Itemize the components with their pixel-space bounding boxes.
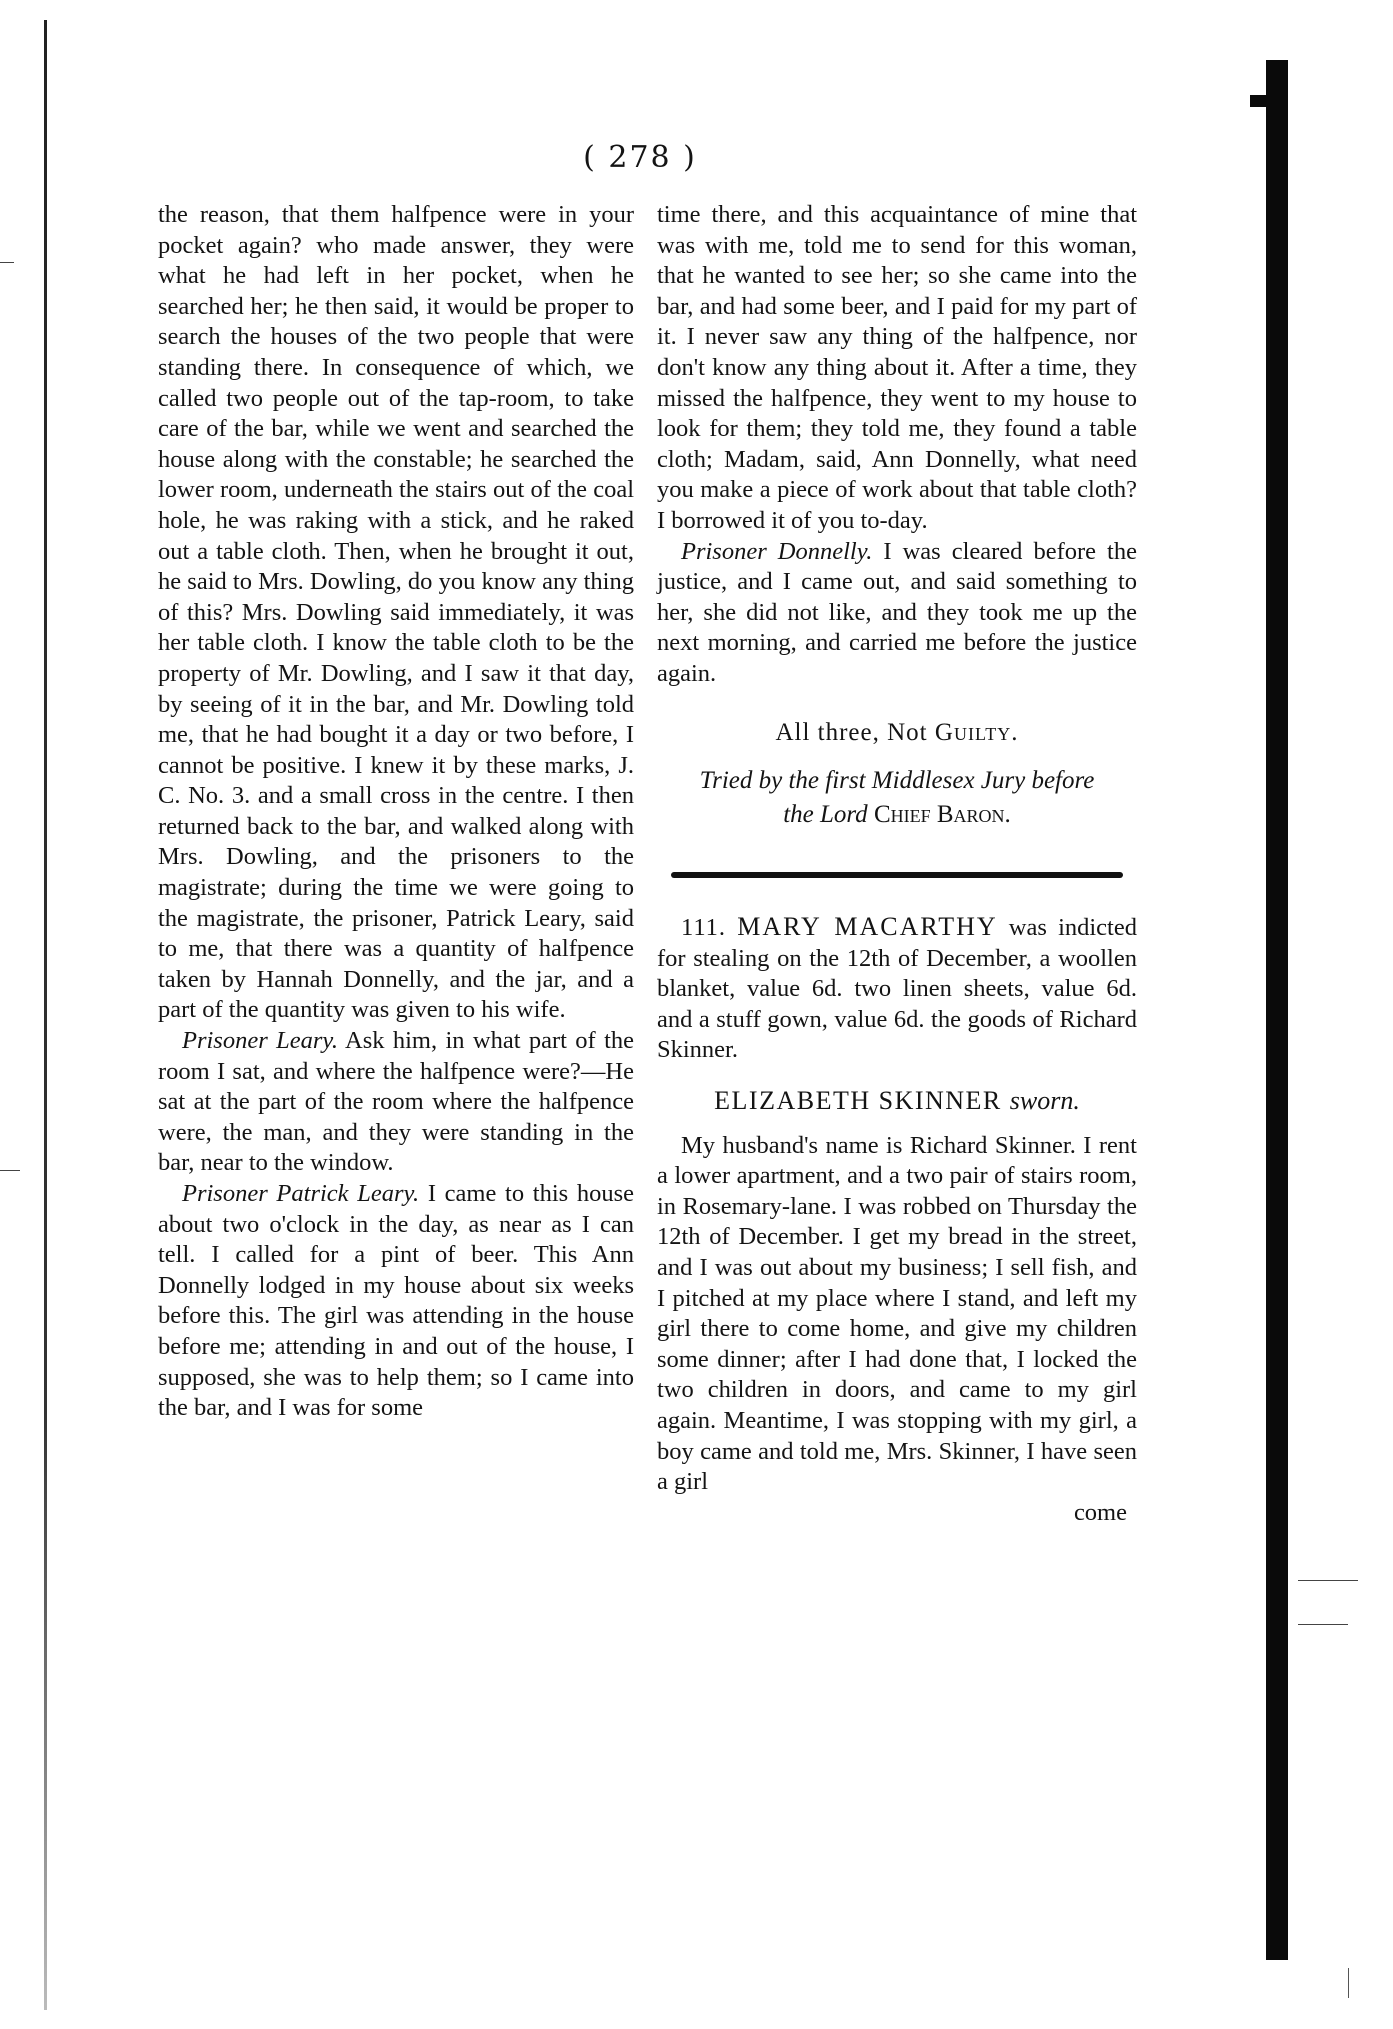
paragraph: the reason, that them halfpence were in your pocket again? who made answer, they were what he had left in her pocket, when he searched her; he then said, it would be proper to search the houses of the two people that were standing there. In consequence of which, we called two people out of the tap-room, to take care of the bar, while we went and searched the house along with the constable; he searched the lower room, underneath the stairs out of the coal hole, he was raking with a stick, and he raked out a table cloth. Then, when he brought it out, he said to Mrs. Dowling, do you know any thing of this? Mrs. Dowling said immediately, it was her table cloth. I know the table cloth to be the property of Mr. Dowling, and I saw it that day, by seeing of it in the bar, and Mr. Dowling told me, that he had bought it a day or two before, I cannot be positive. I knew it by these marks, J. C. No. 3. and a small cross in the centre. I then returned back to the bar, and walked along with Mrs. Dowling, and the prisoners to the magistrate; during the time we were going to the magistrate, the prisoner, Patrick Leary, said to me, that there was a quantity of halfpence taken by Hannah Donnelly, and the jar, and a part of the quantity was given to his wife. — [158, 201, 634, 1024]
speaker-label: Prisoner Leary. — [182, 1027, 339, 1055]
scan-tick — [1298, 1624, 1348, 1625]
scan-tick — [0, 262, 14, 263]
jury-note: Tried by the first Middlesex Jury before the Lord Chief Baron. — [699, 767, 1095, 829]
scan-left-edge — [44, 20, 47, 2010]
right-column — [657, 200, 1137, 1528]
scan-right-edge — [1266, 60, 1288, 1960]
speaker-label: Prisoner Donnelly. — [681, 537, 873, 565]
scan-tick — [0, 1170, 20, 1171]
paragraph: My husband's name is Richard Skinner. I rent a lower apartment, and a two pair of stairs room, in Rosemary-lane. I was robbed on Thursday the 12th of December. I get my bread in the street, and I was out about my business; I sell fish, and I pitched at my place where I stand, and left my girl there to come home, and give my children some dinner; after I had done that, I locked the two children in doors, and came to my girl again. Meantime, I was stopping with my girl, a boy came and told me, Mrs. Skinner, I have seen a girl — [657, 1131, 1137, 1496]
scan-tick — [1348, 1968, 1349, 1998]
page-number: ( 278 ) — [583, 140, 697, 175]
defendant-name: MARY MACARTHY — [737, 912, 998, 942]
paragraph: Prisoner Leary. Ask him, in what part of the room I sat, and where the halfpence were?—He sat at the part of the room where the halfpence were, the man, and they were standing in the bar, near to the window. — [158, 1027, 634, 1177]
verdict: All three, Not Guilty. — [775, 718, 1019, 746]
paragraph: Prisoner Patrick Leary. I came to this house about two o'clock in the day, as near as I can tell. I called for a pint of beer. This Ann Donnelly lodged in my house about six weeks before this. The girl was attending in the house before me; attending in and out of the house, I supposed, she was to help them; so I came into the bar, and I was for some — [158, 1180, 635, 1422]
section-divider — [671, 872, 1123, 878]
speaker-label: Prisoner Patrick Leary. — [182, 1180, 420, 1207]
paragraph: Prisoner Donnelly. I was cleared before the justice, and I came out, and said something to her, she did not like, and they took me up the next morning, and carried me before the justice again. — [657, 537, 1137, 687]
witness-heading: ELIZABETH SKINNER sworn. — [714, 1086, 1080, 1116]
scan-right-edge-cap — [1250, 95, 1268, 107]
left-column — [158, 200, 634, 1424]
paragraph: time there, and this acquaintance of mine that was with me, told me to send for this woman, that he wanted to see her; so she came into the bar, and had some beer, and I paid for my part of it. I never saw any thing of the halfpence, nor don't know any thing about it. After a time, they missed the halfpence, they went to my house to look for them; they told me, they found a table cloth; Madam, said, Ann Donnelly, what need you make a piece of work about that table cloth? I borrowed it of you to-day. — [657, 201, 1137, 534]
catchword: come — [1073, 1498, 1127, 1526]
scan-tick — [1298, 1580, 1358, 1581]
case-heading: 111. MARY MACARTHY was indicted for stealing on the 12th of December, a woollen blanket, value 6d. two linen sheets, value 6d. and a stuff gown, value 6d. the goods of Richard Skinner. — [657, 912, 1137, 1064]
